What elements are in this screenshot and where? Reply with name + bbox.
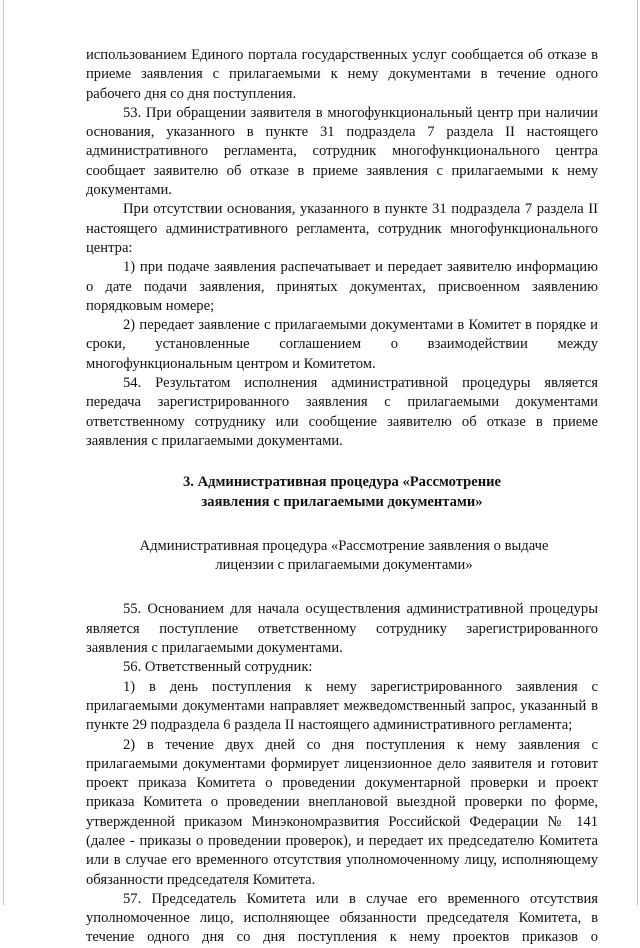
paragraph-56-item-1: 1) в день поступления к нему зарегистрированного заявления с прилагаемыми документами направляет межведомственный запрос, указанный в пункте 29 подраздела 6 раздела II настоящего административного регламента;	[86, 678, 598, 734]
scan-edge-right	[637, 0, 638, 905]
subsection-heading-line-1: Административная процедура «Рассмотрение заявления о выдаче	[139, 537, 549, 554]
section-heading-line-1: 3. Административная процедура «Рассмотрение	[182, 474, 502, 491]
paragraph-55: 55. Основанием для начала осуществления административной процедуры является поступление ответственному сотруднику зарегистрированного заявления с прилагаемыми документами.	[86, 601, 598, 657]
scan-edge-left	[3, 0, 4, 905]
section-heading-line-2: заявления с прилагаемыми документами»	[201, 493, 483, 510]
paragraph-continuation: использованием Единого портала государственных услуг сообщается об отказе в приеме заявления с прилагаемыми к нему документами в течение одного рабочего дня со дня поступления.	[86, 47, 598, 102]
paragraph-54: 54. Результатом исполнения административной процедуры является передача зарегистрированного заявления с прилагаемыми документами ответственному сотруднику или сообщение заявителю об отказе в приеме заявления с прилагаемыми документами.	[86, 375, 598, 449]
subsection-heading-line-2: лицензии с прилагаемыми документами»	[215, 557, 473, 574]
paragraph-53-absence: При отсутствии основания, указанного в пункте 31 подраздела 7 раздела II настоящего административного регламента, сотрудник многофункционального центра:	[86, 201, 598, 256]
paragraph-56-item-2: 2) в течение двух дней со дня поступления к нему заявления с прилагаемыми документами формирует лицензионное дело заявителя и готовит проект приказа Комитета о проведении документарной проверки и проект приказа Комитета о проведении внеплановой выездной проверки по форме, утвержденной приказом Минэкономразвития Российской Федерации № 141 (далее - приказы о проведении проверок), и передает их председателю Комитета или в случае его временного отсутствия уполномоченному лицу, исполняющему обязанности председателя Комитета.	[86, 736, 598, 888]
paragraph-56: 56. Ответственный сотрудник:	[123, 659, 313, 676]
paragraph-57: 57. Председатель Комитета или в случае его временного отсутствия уполномоченное лицо, исполняющее обязанности председателя Комитета, в течение одного дня со дня поступления к нему проектов приказов о	[86, 890, 598, 946]
paragraph-53-item-2: 2) передает заявление с прилагаемыми документами в Комитет в порядке и сроки, установленные соглашением о взаимодействии между многофункциональным центром и Комитетом.	[86, 317, 598, 372]
paragraph-53-item-1: 1) при подаче заявления распечатывает и передает заявителю информацию о дате подачи заявления, принятых документах, присвоенном заявлению порядковым номере;	[86, 259, 598, 314]
paragraph-53: 53. При обращении заявителя в многофункциональный центр при наличии основания, указанного в пункте 31 подраздела 7 раздела II настоящего административного регламента, сотрудник многофункционального центра сообщает заявителю об отказе в приеме заявления с прилагаемыми к нему документами.	[86, 104, 598, 199]
